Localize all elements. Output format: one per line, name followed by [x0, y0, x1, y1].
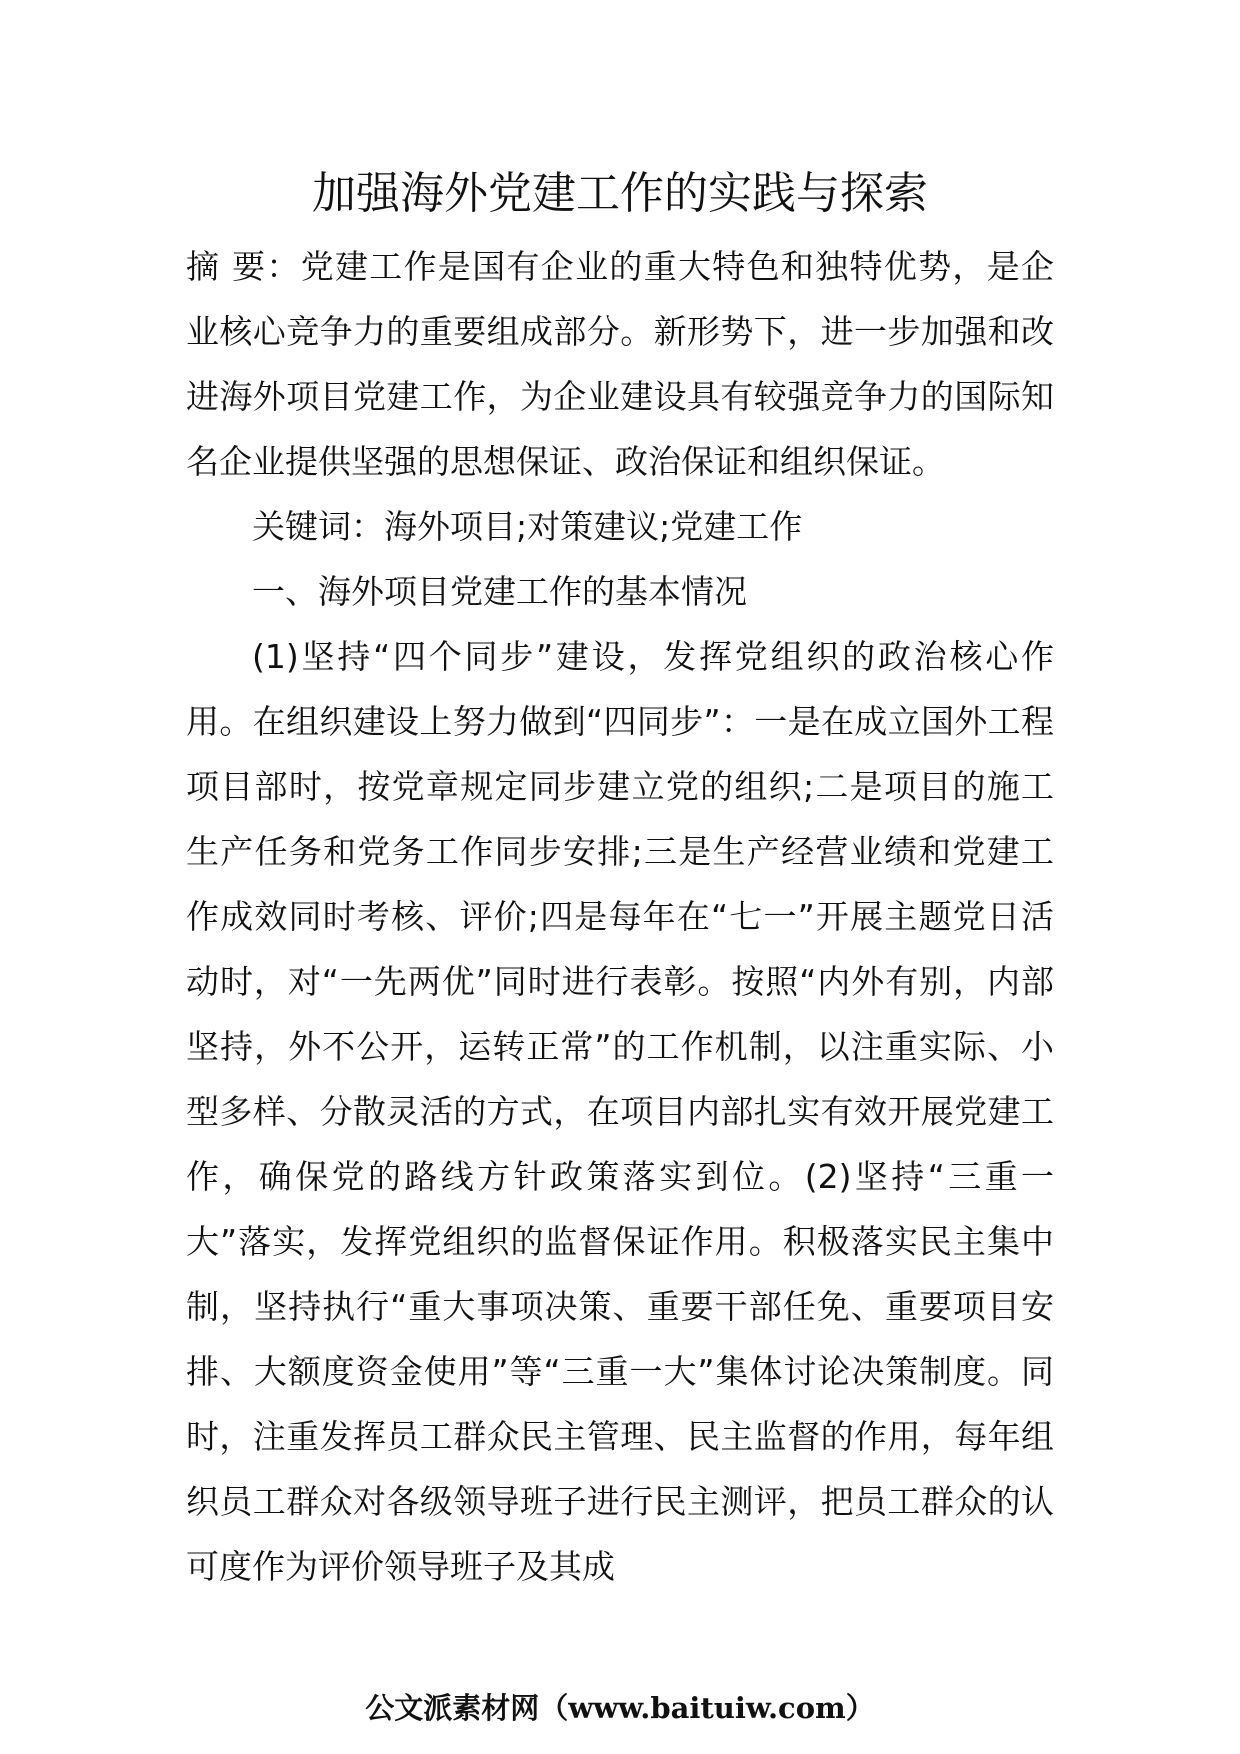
section-heading: 一、海外项目党建工作的基本情况: [252, 572, 747, 611]
document-body: [186, 234, 1054, 1599]
body-paragraph: (1)坚持“四个同步”建设，发挥党组织的政治核心作用。在组织建设上努力做到“四同步”：一是在成立国外工程项目部时，按党章规定同步建立党的组织;二是项目的施工生产任务和党务工作同步安排;三是生产经营业绩和党建工作成效同时考核、评价;四是每年在“七一”开展主题党日活动时，对“一先两优”同时进行表彰。按照“内外有别，内部坚持，外不公开，运转正常”的工作机制，以注重实际、小型多样、分散灵活的方式，在项目内部扎实有效开展党建工作，确保党的路线方针政策落实到位。(2)坚持“三重一大”落实，发挥党组织的监督保证作用。积极落实民主集中制，坚持执行“重大事项决策、重要干部任免、重要项目安排、大额度资金使用”等“三重一大”集体讨论决策制度。同时，注重发挥员工群众民主管理、民主监督的作用，每年组织员工群众对各级领导班子进行民主测评，把员工群众的认可度作为评价领导班子及其成: [186, 637, 1054, 1586]
footer-watermark: 公文派素材网（www.baituiw.com）: [365, 1691, 875, 1725]
abstract-paragraph: 摘 要：党建工作是国有企业的重大特色和独特优势，是企业核心竞争力的重要组成部分。新形势下，进一步加强和改进海外项目党建工作，为企业建设具有较强竞争力的国际知名企业提供坚强的思想保证、政治保证和组织保证。: [186, 247, 1054, 481]
document-title: 加强海外党建工作的实践与探索: [312, 168, 928, 219]
keywords-line: 关键词：海外项目;对策建议;党建工作: [252, 507, 803, 546]
